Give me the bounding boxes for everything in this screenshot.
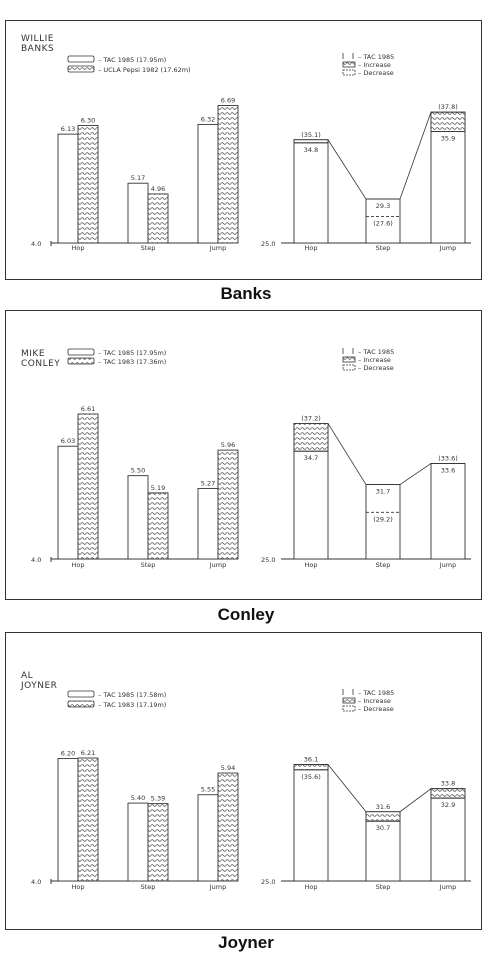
comparison-label: (35.1): [301, 130, 321, 139]
legend-swatch: [68, 66, 94, 72]
data-label: 6.21: [80, 749, 96, 758]
category-label: Hop: [71, 883, 85, 891]
category-label: Step: [375, 244, 391, 252]
y-axis-label: 4.0: [31, 556, 42, 564]
connector-line: [400, 463, 431, 484]
data-label: 34.8: [303, 145, 319, 154]
panel-caption: Banks: [220, 284, 272, 303]
category-label: Step: [375, 883, 391, 891]
data-label: 5.40: [130, 794, 146, 803]
comparison-label: (27.6): [373, 219, 393, 228]
comparison-label: 36.1: [303, 755, 319, 764]
legend-label: – TAC 1985: [358, 348, 395, 356]
legend-swatch: [68, 358, 94, 364]
data-label: 6.20: [60, 749, 76, 758]
y-axis-label: 25.0: [261, 240, 276, 248]
legend-label: – Increase: [358, 697, 391, 705]
athlete-panel-joyner: [5, 632, 482, 930]
distance-bar: [198, 488, 218, 559]
category-label: Jump: [439, 561, 457, 569]
legend-swatch: [68, 349, 94, 355]
legend-label: – TAC 1985 (17.95m): [98, 349, 167, 357]
legend-label: – Increase: [358, 356, 391, 364]
data-label: 4.96: [150, 184, 166, 193]
data-label: 6.03: [60, 437, 76, 446]
legend-label: – Decrease: [358, 705, 394, 713]
category-label: Hop: [304, 561, 318, 569]
category-label: Hop: [304, 883, 318, 891]
chart-layer: [20, 671, 471, 891]
increase-segment: [294, 140, 328, 143]
data-label: 33.6: [440, 466, 456, 475]
legend-swatch: [343, 365, 355, 370]
data-label: 5.94: [220, 764, 236, 773]
distance-bar: [218, 450, 238, 559]
increase-segment: [294, 423, 328, 451]
legend-label: – Increase: [358, 61, 391, 69]
data-label: 5.96: [220, 441, 236, 450]
comparison-label: 33.8: [440, 779, 456, 788]
comparison-label: 31.6: [375, 802, 391, 811]
distance-bar: [128, 476, 148, 559]
category-label: Step: [140, 561, 156, 569]
data-label: 34.7: [303, 454, 319, 463]
connector-line: [328, 423, 366, 484]
legend-swatch: [68, 691, 94, 697]
distance-bar: [78, 758, 98, 881]
athlete-name-line: BANKS: [21, 44, 55, 54]
y-axis-label: 25.0: [261, 878, 276, 886]
data-label: 5.39: [150, 794, 166, 803]
comparison-label: (29.2): [373, 515, 393, 524]
distance-bar: [78, 125, 98, 243]
data-label: 5.50: [130, 466, 146, 475]
data-label: 6.61: [80, 405, 96, 413]
data-label: 30.7: [375, 824, 391, 833]
category-label: Jump: [209, 883, 227, 891]
category-label: Step: [375, 561, 391, 569]
comparison-label: (33.6): [438, 454, 458, 463]
data-label: 32.9: [440, 801, 456, 810]
y-axis-label: 4.0: [31, 878, 42, 886]
distance-bar: [128, 803, 148, 881]
data-label: 6.30: [80, 116, 96, 125]
distance-bar: [58, 446, 78, 559]
increase-segment: [431, 789, 465, 798]
legend-swatch: [343, 70, 355, 75]
increase-segment: [294, 765, 328, 770]
category-label: Step: [140, 883, 156, 891]
panel-caption: Conley: [217, 605, 275, 624]
chart-svg: [6, 311, 480, 597]
legend-label: – TAC 1985 (17.95m): [98, 56, 167, 64]
category-label: Step: [140, 244, 156, 252]
comparison-label: (37.8): [438, 103, 458, 112]
legend-label: – TAC 1983 (17.19m): [98, 701, 167, 709]
legend-label: – TAC 1985 (17.58m): [98, 691, 167, 699]
athlete-name-line: MIKE: [21, 349, 46, 359]
data-label: 31.7: [375, 487, 391, 496]
athlete-name-line: WILLIE: [21, 34, 54, 44]
category-label: Jump: [209, 561, 227, 569]
distance-bar: [148, 194, 168, 243]
athlete-name-line: AL: [21, 671, 34, 681]
legend-swatch: [68, 701, 94, 707]
data-label: 6.69: [220, 96, 236, 105]
data-label: (35.6): [301, 772, 321, 781]
athlete-name-line: JOYNER: [21, 681, 58, 691]
distance-bar: [218, 773, 238, 881]
category-label: Jump: [439, 244, 457, 252]
distance-bar: [218, 106, 238, 243]
distance-bar: [58, 134, 78, 243]
panel-caption: Joyner: [218, 933, 274, 952]
distance-bar: [198, 795, 218, 881]
comparison-label: (37.2): [301, 414, 321, 423]
data-label: 5.55: [200, 785, 216, 794]
legend-swatch: [343, 706, 355, 711]
legend-swatch: [343, 698, 355, 703]
legend-swatch: [68, 56, 94, 62]
legend-label: – UCLA Pepsi 1982 (17.62m): [98, 66, 191, 74]
legend-swatch: [343, 62, 355, 67]
legend-label: – Decrease: [358, 364, 394, 372]
category-label: Jump: [439, 883, 457, 891]
distance-bar: [128, 183, 148, 243]
distance-bar: [78, 414, 98, 559]
connector-line: [328, 140, 366, 199]
data-label: 5.19: [150, 483, 166, 492]
distance-bar: [148, 804, 168, 881]
increase-segment: [431, 112, 465, 131]
category-label: Hop: [71, 561, 85, 569]
legend-swatch: [343, 357, 355, 362]
connector-line: [400, 112, 431, 199]
percent-bar: [366, 812, 400, 881]
percent-bar: [431, 463, 465, 559]
legend-label: – TAC 1985: [358, 689, 395, 697]
chart-layer: [21, 34, 471, 252]
category-label: Hop: [71, 244, 85, 252]
data-label: 29.3: [375, 202, 391, 211]
legend-label: – TAC 1983 (17.36m): [98, 358, 167, 366]
category-label: Jump: [209, 244, 227, 252]
athlete-panel-conley: [5, 310, 482, 600]
data-label: 5.27: [200, 479, 216, 488]
connector-line: [328, 765, 366, 812]
y-axis-label: 25.0: [261, 556, 276, 564]
percent-bar: [294, 765, 328, 881]
chart-svg: [6, 21, 480, 277]
data-label: 6.13: [60, 125, 76, 134]
athlete-name-line: CONLEY: [21, 359, 61, 369]
data-label: 5.17: [130, 174, 146, 183]
chart-svg: [6, 633, 480, 927]
increase-segment: [366, 812, 400, 821]
distance-bar: [148, 493, 168, 559]
data-label: 35.9: [440, 134, 456, 143]
distance-bar: [58, 759, 78, 881]
y-axis-label: 4.0: [31, 240, 42, 248]
data-label: 6.32: [200, 115, 216, 124]
connector-line: [400, 789, 431, 812]
legend-label: – TAC 1985: [358, 53, 395, 61]
percent-bar: [294, 140, 328, 243]
category-label: Hop: [304, 244, 318, 252]
athlete-panel-banks: [5, 20, 482, 280]
legend-label: – Decrease: [358, 69, 394, 77]
distance-bar: [198, 124, 218, 243]
chart-layer: [21, 348, 471, 569]
